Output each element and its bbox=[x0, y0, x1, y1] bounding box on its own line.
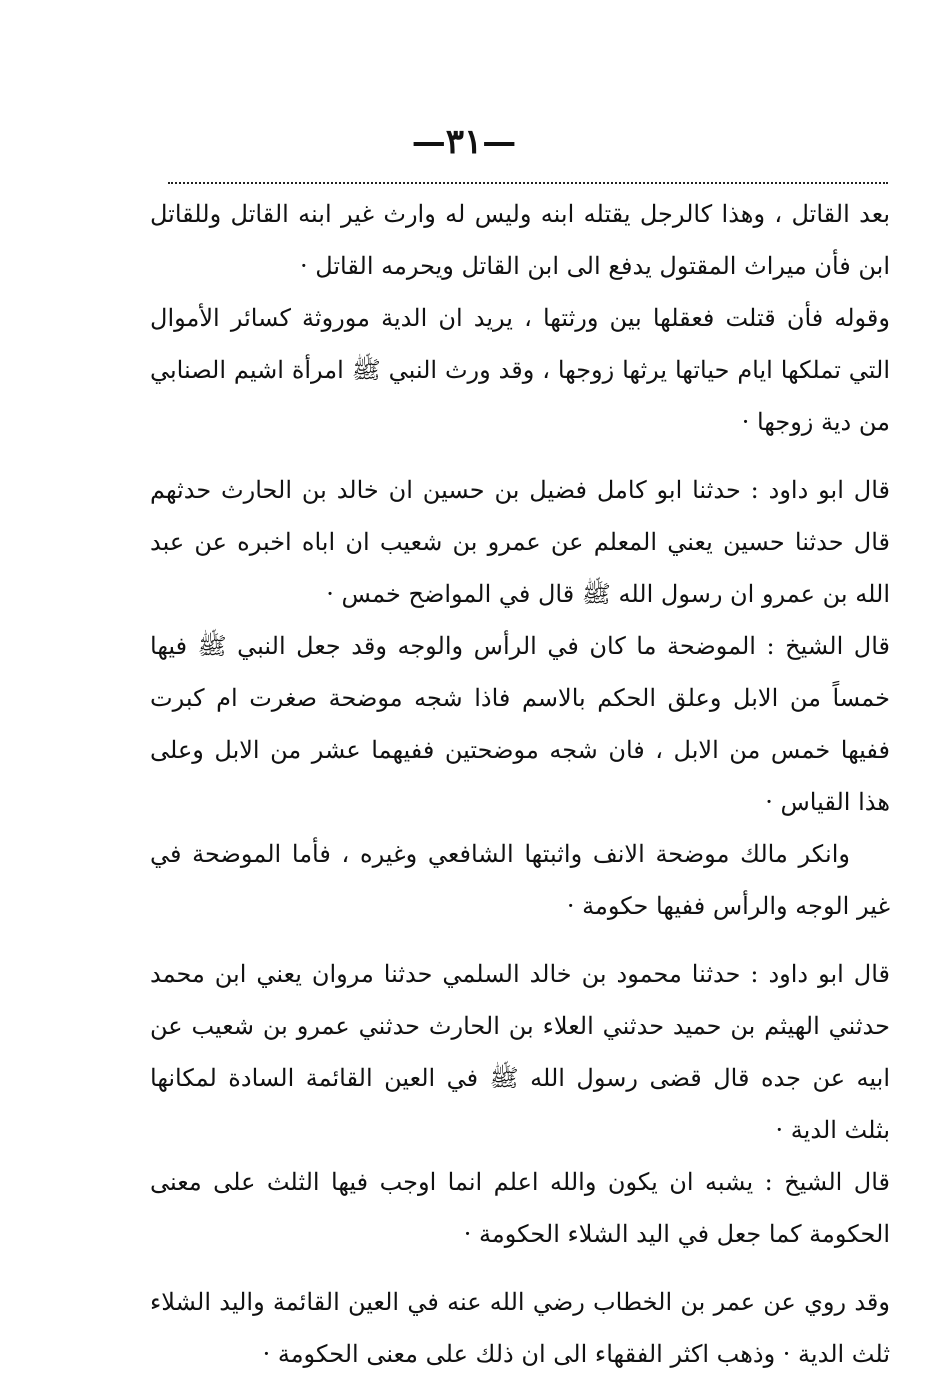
paragraph-3: قال ابو داود : حدثنا ابو كامل فضيل بن حسين ان خالد بن الحارث حدثهم قال حدثنا حسين يعني المعلم عن عمرو بن شعيب ان اباه اخبره عن عبد الله بن عمرو ان رسول الله ﷺ قال في المواضح خمس · bbox=[150, 476, 890, 608]
paragraph-5: وانكر مالك موضحة الانف واثبتها الشافعي وغيره ، فأما الموضحة في غير الوجه والرأس ففيها حكومة · bbox=[150, 840, 890, 920]
body-text bbox=[150, 188, 890, 1380]
paragraph-6: قال ابو داود : حدثنا محمود بن خالد السلمي حدثنا مروان يعني ابن محمد حدثني الهيثم بن حميد حدثني العلاء بن الحارث حدثني عمرو بن شعيب عن ابيه عن جده قال قضى رسول الله ﷺ في العين القائمة السادة لمكانها بثلث الدية · bbox=[150, 960, 890, 1144]
page-number: —٣١— bbox=[411, 122, 517, 162]
paragraph-4: قال الشيخ : الموضحة ما كان في الرأس والوجه وقد جعل النبي ﷺ فيها خمساً من الابل وعلق الحكم بالاسم فاذا شجه موضحة صغرت ام كبرت ففيها خمس من الابل ، فان شجه موضحتين ففيهما عشر من الابل وعلى هذا القياس · bbox=[150, 632, 890, 816]
paragraph-1: بعد القاتل ، وهذا كالرجل يقتله ابنه وليس له وارث غير ابنه القاتل وللقاتل ابن فأن ميراث المقتول يدفع الى ابن القاتل ويحرمه القاتل · bbox=[150, 200, 890, 280]
paragraph-7: قال الشيخ : يشبه ان يكون والله اعلم انما اوجب فيها الثلث على معنى الحكومة كما جعل في اليد الشلاء الحكومة · bbox=[150, 1168, 890, 1248]
header-divider bbox=[168, 182, 888, 184]
paragraph-2: وقوله فأن قتلت فعقلها بين ورثتها ، يريد ان الدية موروثة كسائر الأموال التي تملكها ايام حياتها يرثها زوجها ، وقد ورث النبي ﷺ امرأة اشيم الصنابي من دية زوجها · bbox=[150, 304, 890, 436]
paragraph-8: وقد روي عن عمر بن الخطاب رضي الله عنه في العين القائمة واليد الشلاء ثلث الدية · وذهب اكثر الفقهاء الى ان ذلك على معنى الحكومة · bbox=[150, 1288, 890, 1368]
